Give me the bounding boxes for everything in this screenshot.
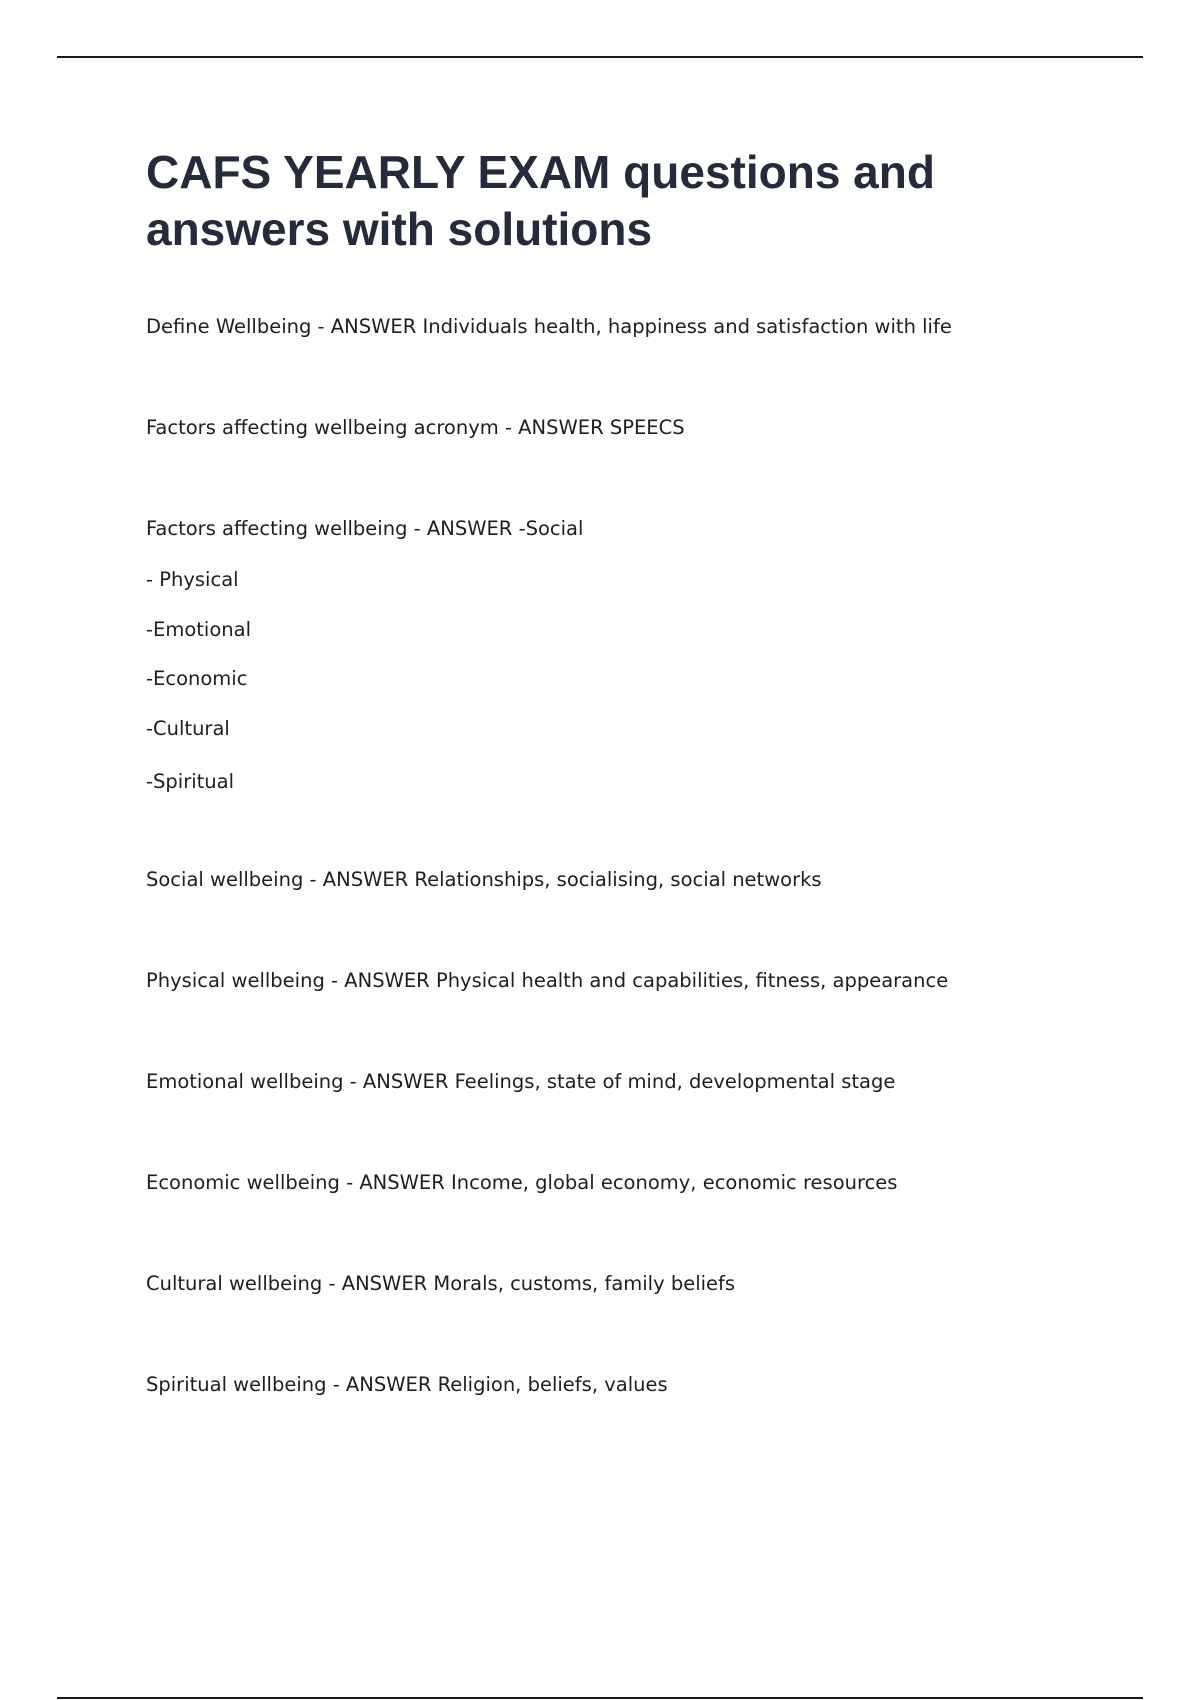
- qa-item-spiritual: [146, 1372, 668, 1398]
- qa-answer: Individuals health, happiness and satisfaction with life: [422, 315, 952, 338]
- qa-separator: - ANSWER: [311, 315, 423, 338]
- qa-answer: Feelings, state of mind, developmental stage: [454, 1070, 896, 1093]
- qa-separator: - ANSWER: [407, 517, 519, 540]
- qa-item-social: [146, 867, 822, 893]
- top-rule: [57, 56, 1143, 58]
- qa-question: Define Wellbeing: [146, 315, 312, 338]
- qa-question: Factors affecting wellbeing: [146, 517, 408, 540]
- qa-item-factors: [146, 516, 583, 542]
- qa-separator: - ANSWER: [339, 1171, 451, 1194]
- qa-separator: - ANSWER: [498, 416, 610, 439]
- qa-item-cultural: [146, 1271, 735, 1297]
- qa-item-emotional: [146, 1069, 895, 1095]
- qa-question: Physical wellbeing: [146, 969, 325, 992]
- qa-question: Emotional wellbeing: [146, 1070, 344, 1093]
- page-title: CAFS YEARLY EXAM questions and answers with solutions: [146, 146, 935, 255]
- qa-separator: - ANSWER: [324, 969, 436, 992]
- qa-question: Cultural wellbeing: [146, 1272, 323, 1295]
- factor-list-item: -Cultural: [146, 717, 230, 740]
- factor-list-item: - Physical: [146, 568, 239, 591]
- qa-answer: Income, global economy, economic resources: [451, 1171, 898, 1194]
- qa-question: Spiritual wellbeing: [146, 1373, 327, 1396]
- factor-list-item: -Spiritual: [146, 770, 235, 793]
- qa-answer: SPEECS: [609, 416, 685, 439]
- qa-question: Social wellbeing: [146, 868, 304, 891]
- qa-item-define-wellbeing: [146, 314, 952, 340]
- qa-item-physical: [146, 968, 948, 994]
- qa-question: Economic wellbeing: [146, 1171, 340, 1194]
- qa-separator: - ANSWER: [322, 1272, 434, 1295]
- qa-answer: Morals, customs, family beliefs: [433, 1272, 736, 1295]
- qa-separator: - ANSWER: [303, 868, 415, 891]
- qa-item-acronym: [146, 415, 685, 441]
- qa-answer: Religion, beliefs, values: [437, 1373, 668, 1396]
- qa-answer: -Social: [518, 517, 584, 540]
- bottom-rule: [57, 1697, 1143, 1699]
- qa-answer: Physical health and capabilities, fitness, appearance: [435, 969, 949, 992]
- qa-question: Factors affecting wellbeing acronym: [146, 416, 499, 439]
- factor-list-item: -Economic: [146, 667, 248, 690]
- qa-answer: Relationships, socialising, social networks: [414, 868, 822, 891]
- factor-list-item: -Emotional: [146, 618, 252, 641]
- qa-item-economic: [146, 1170, 897, 1196]
- qa-separator: - ANSWER: [343, 1070, 455, 1093]
- qa-separator: - ANSWER: [326, 1373, 438, 1396]
